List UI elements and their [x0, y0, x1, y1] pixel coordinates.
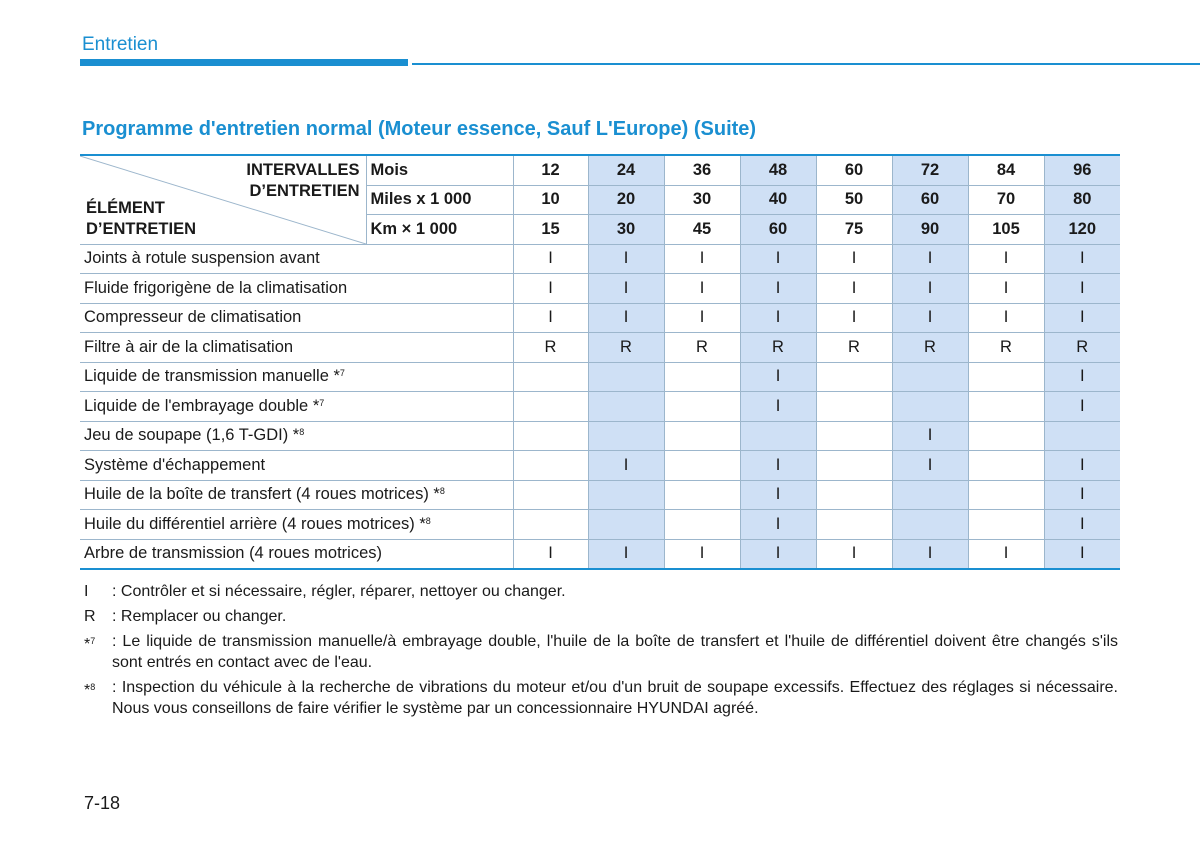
schedule-cell: I: [1044, 274, 1120, 304]
schedule-cell: I: [892, 421, 968, 451]
item-name-text: Huile du différentiel arrière (4 roues motrices) *: [84, 514, 426, 533]
interval-value: 96: [1044, 155, 1120, 185]
interval-value: 40: [740, 185, 816, 215]
schedule-cell: I: [968, 303, 1044, 333]
legend-key: [84, 631, 112, 673]
schedule-cell: [513, 451, 588, 481]
item-name: [80, 244, 513, 274]
page-number: 7-18: [84, 793, 121, 813]
schedule-cell: [588, 480, 664, 510]
interval-label: Mois: [366, 155, 513, 185]
schedule-cell: [513, 392, 588, 422]
legend: [84, 581, 1118, 723]
schedule-cell: I: [892, 274, 968, 304]
legend-item: [84, 677, 1118, 719]
corner-label-line: INTERVALLES: [246, 161, 360, 179]
table-row: [80, 274, 1120, 304]
schedule-cell: [968, 510, 1044, 540]
schedule-cell: I: [816, 274, 892, 304]
schedule-cell: I: [588, 539, 664, 569]
schedule-cell: [588, 392, 664, 422]
schedule-cell: I: [740, 480, 816, 510]
schedule-cell: [513, 421, 588, 451]
schedule-cell: I: [740, 392, 816, 422]
schedule-cell: I: [892, 244, 968, 274]
corner-label-intervals: [246, 160, 359, 202]
schedule-cell: [816, 510, 892, 540]
footnote-ref: 7: [339, 368, 345, 379]
item-name: [80, 480, 513, 510]
corner-label-element: [86, 198, 196, 240]
table-row: [80, 480, 1120, 510]
interval-value: 105: [968, 215, 1044, 245]
interval-value: 12: [513, 155, 588, 185]
item-name-text: Compresseur de climatisation: [84, 308, 302, 327]
interval-value: 20: [588, 185, 664, 215]
item-name-text: Filtre à air de la climatisation: [84, 337, 294, 356]
table-row: [80, 244, 1120, 274]
schedule-cell: I: [816, 539, 892, 569]
schedule-cell: R: [816, 333, 892, 363]
item-name: [80, 510, 513, 540]
schedule-cell: [816, 362, 892, 392]
schedule-cell: I: [1044, 510, 1120, 540]
schedule-cell: I: [664, 244, 740, 274]
schedule-cell: [513, 510, 588, 540]
schedule-cell: [1044, 421, 1120, 451]
interval-value: 30: [588, 215, 664, 245]
item-name-text: Jeu de soupape (1,6 T-GDI) *: [84, 426, 300, 445]
schedule-cell: R: [892, 333, 968, 363]
interval-value: 50: [816, 185, 892, 215]
interval-value: 120: [1044, 215, 1120, 245]
schedule-cell: [892, 510, 968, 540]
section-title: Entretien: [82, 34, 159, 55]
legend-key-symbol: R: [84, 608, 96, 625]
schedule-cell: [968, 392, 1044, 422]
interval-value: 60: [740, 215, 816, 245]
schedule-cell: I: [588, 244, 664, 274]
item-name: [80, 539, 513, 569]
schedule-cell: [588, 510, 664, 540]
schedule-cell: I: [1044, 392, 1120, 422]
item-name-text: Fluide frigorigène de la climatisation: [84, 278, 348, 297]
interval-row: [80, 155, 1120, 185]
schedule-cell: I: [1044, 362, 1120, 392]
legend-key-sup: 7: [90, 636, 96, 646]
item-name-text: Huile de la boîte de transfert (4 roues motrices) *: [84, 485, 440, 504]
item-name: [80, 392, 513, 422]
schedule-cell: [816, 480, 892, 510]
interval-value: 36: [664, 155, 740, 185]
schedule-cell: I: [816, 303, 892, 333]
header-corner: [80, 155, 366, 244]
schedule-cell: [892, 480, 968, 510]
footnote-ref: 8: [439, 486, 445, 497]
schedule-cell: I: [513, 244, 588, 274]
item-name: [80, 451, 513, 481]
footnote-ref: 8: [299, 427, 305, 438]
legend-key-symbol: *: [84, 682, 91, 699]
item-name: [80, 333, 513, 363]
item-name: [80, 274, 513, 304]
legend-text: : Contrôler et si nécessaire, régler, réparer, nettoyer ou changer.: [112, 583, 566, 600]
legend-key-sup: 8: [90, 682, 96, 692]
schedule-cell: I: [968, 274, 1044, 304]
interval-value: 48: [740, 155, 816, 185]
schedule-cell: I: [892, 451, 968, 481]
schedule-cell: I: [740, 303, 816, 333]
interval-value: 72: [892, 155, 968, 185]
schedule-cell: I: [588, 451, 664, 481]
footnote-ref: 8: [425, 515, 431, 526]
table-row: [80, 451, 1120, 481]
header-rule-thick: [80, 59, 408, 66]
interval-value: 60: [892, 185, 968, 215]
schedule-cell: [816, 451, 892, 481]
schedule-cell: [664, 362, 740, 392]
schedule-cell: I: [740, 362, 816, 392]
schedule-cell: I: [740, 539, 816, 569]
schedule-cell: I: [513, 303, 588, 333]
corner-label-line: D’ENTRETIEN: [86, 220, 197, 238]
schedule-cell: I: [664, 539, 740, 569]
schedule-cell: I: [892, 539, 968, 569]
schedule-cell: I: [968, 244, 1044, 274]
item-name: [80, 303, 513, 333]
legend-item: [84, 606, 1118, 627]
schedule-cell: [513, 480, 588, 510]
schedule-cell: [588, 421, 664, 451]
schedule-cell: I: [588, 274, 664, 304]
schedule-cell: [968, 480, 1044, 510]
schedule-cell: [740, 421, 816, 451]
schedule-cell: I: [1044, 539, 1120, 569]
legend-item: [84, 581, 1118, 602]
table-row: [80, 510, 1120, 540]
schedule-cell: I: [1044, 244, 1120, 274]
schedule-cell: [892, 392, 968, 422]
schedule-cell: [513, 362, 588, 392]
legend-text: : Le liquide de transmission manuelle/à embrayage double, l'huile de la boîte de transfert et l'huile de différentiel doivent être changés s'ils sont entrés en contact avec de l'eau.: [112, 633, 1118, 671]
interval-value: 10: [513, 185, 588, 215]
schedule-cell: [664, 510, 740, 540]
schedule-cell: [664, 480, 740, 510]
schedule-cell: [664, 392, 740, 422]
schedule-cell: I: [1044, 303, 1120, 333]
interval-value: 30: [664, 185, 740, 215]
interval-value: 15: [513, 215, 588, 245]
schedule-cell: [664, 421, 740, 451]
maintenance-schedule-table: [80, 154, 1120, 570]
interval-value: 45: [664, 215, 740, 245]
interval-value: 80: [1044, 185, 1120, 215]
interval-value: 60: [816, 155, 892, 185]
legend-text: : Inspection du véhicule à la recherche de vibrations du moteur et/ou d'un bruit de soupape excessifs. Effectuez des réglages si nécessaire. Nous vous conseillons de faire vérifier le système par un concessionnaire HYUNDAI agréé.: [112, 679, 1118, 717]
schedule-cell: [968, 421, 1044, 451]
item-name: [80, 362, 513, 392]
schedule-cell: [816, 392, 892, 422]
interval-label: Km × 1 000: [366, 215, 513, 245]
schedule-cell: I: [740, 451, 816, 481]
schedule-cell: I: [740, 244, 816, 274]
schedule-cell: I: [664, 274, 740, 304]
schedule-cell: I: [892, 303, 968, 333]
table-row: [80, 362, 1120, 392]
schedule-cell: R: [588, 333, 664, 363]
schedule-cell: R: [968, 333, 1044, 363]
interval-value: 84: [968, 155, 1044, 185]
footnote-ref: 7: [319, 397, 325, 408]
item-name: [80, 421, 513, 451]
interval-label: Miles x 1 000: [366, 185, 513, 215]
schedule-cell: R: [513, 333, 588, 363]
header-rule-thin: [412, 63, 1200, 65]
legend-text: : Remplacer ou changer.: [112, 608, 287, 625]
table-row: [80, 303, 1120, 333]
schedule-cell: [892, 362, 968, 392]
schedule-cell: [968, 451, 1044, 481]
schedule-cell: I: [968, 539, 1044, 569]
schedule-cell: I: [740, 510, 816, 540]
schedule-cell: R: [740, 333, 816, 363]
schedule-cell: [588, 362, 664, 392]
interval-value: 90: [892, 215, 968, 245]
item-name-text: Joints à rotule suspension avant: [84, 249, 320, 268]
page-heading: Programme d'entretien normal (Moteur essence, Sauf L'Europe) (Suite): [82, 118, 757, 140]
schedule-cell: I: [513, 274, 588, 304]
legend-key: [84, 606, 112, 627]
schedule-cell: I: [513, 539, 588, 569]
schedule-cell: I: [816, 244, 892, 274]
item-name-text: Arbre de transmission (4 roues motrices): [84, 544, 383, 563]
interval-value: 24: [588, 155, 664, 185]
corner-label-line: D’ENTRETIEN: [249, 182, 360, 200]
item-name-text: Système d'échappement: [84, 455, 266, 474]
legend-key: [84, 581, 112, 602]
schedule-cell: [968, 362, 1044, 392]
schedule-cell: [664, 451, 740, 481]
legend-key: [84, 677, 112, 719]
corner-label-line: ÉLÉMENT: [86, 199, 165, 217]
schedule-cell: I: [1044, 480, 1120, 510]
schedule-cell: I: [664, 303, 740, 333]
schedule-cell: I: [1044, 451, 1120, 481]
table-row: [80, 539, 1120, 569]
schedule-cell: I: [588, 303, 664, 333]
table-row: [80, 333, 1120, 363]
schedule-cell: R: [664, 333, 740, 363]
item-name-text: Liquide de transmission manuelle *: [84, 367, 340, 386]
schedule-cell: [816, 421, 892, 451]
table-row: [80, 392, 1120, 422]
legend-key-symbol: I: [84, 583, 89, 600]
legend-key-symbol: *: [84, 636, 91, 653]
table-row: [80, 421, 1120, 451]
legend-item: [84, 631, 1118, 673]
item-name-text: Liquide de l'embrayage double *: [84, 396, 320, 415]
interval-value: 70: [968, 185, 1044, 215]
interval-value: 75: [816, 215, 892, 245]
schedule-cell: R: [1044, 333, 1120, 363]
schedule-cell: I: [740, 274, 816, 304]
